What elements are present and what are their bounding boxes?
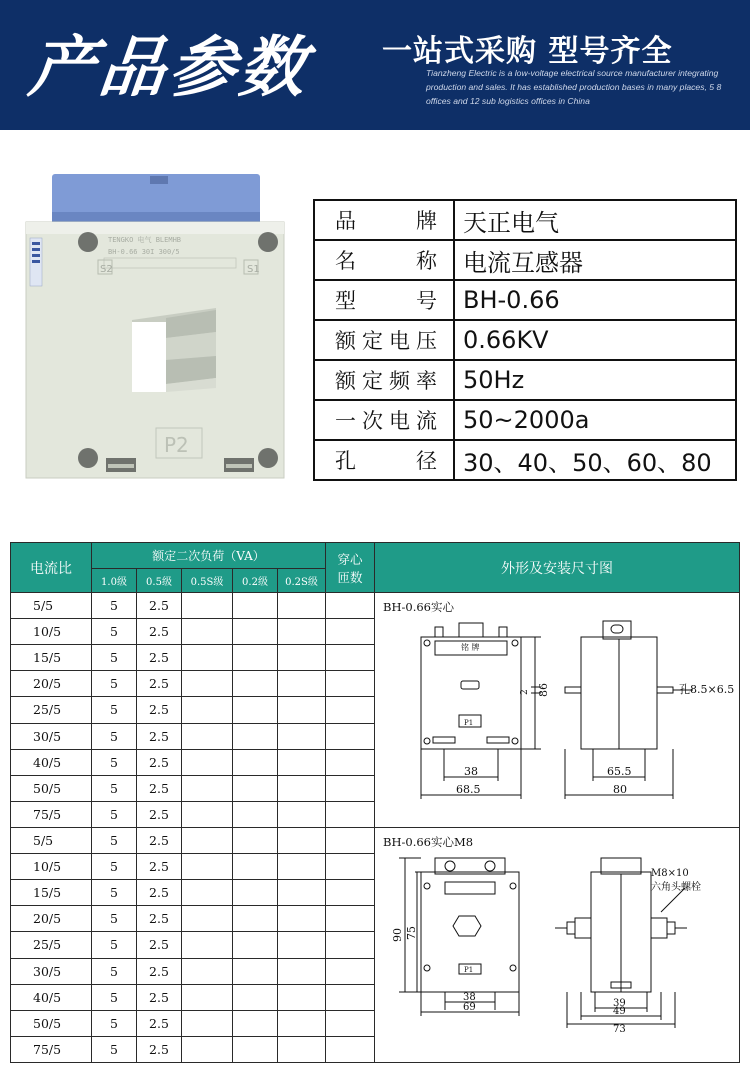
col-header-turns: 穿心匝数 (326, 543, 375, 593)
class-0-2-cell (233, 932, 278, 958)
class-0-2s-cell (278, 1036, 326, 1062)
banner-description: Tianzheng Electric is a low-voltage electrical source manufacturer integrating production and sales. It has established production bases in many places, 5 8 offices and 12 sub logistics offices in China (426, 68, 722, 106)
class-1-0-cell: 5 (92, 671, 137, 697)
class-0-2s-cell (278, 828, 326, 854)
class-1-0-cell: 5 (92, 645, 137, 671)
ratio-cell: 20/5 (11, 671, 92, 697)
class-0-5s-cell (182, 932, 233, 958)
spec-row (314, 320, 736, 360)
spec-row (314, 400, 736, 440)
class-0-2s-cell (278, 906, 326, 932)
class-0-2s-cell (278, 932, 326, 958)
col-header-class-1-0: 1.0级 (92, 569, 137, 593)
class-0-2s-cell (278, 749, 326, 775)
spec-value: 30、40、50、60、80 (454, 440, 736, 480)
class-0-2-cell (233, 828, 278, 854)
class-0-2-cell (233, 749, 278, 775)
class-0-2-cell (233, 1010, 278, 1036)
drawing-m8-svg (375, 852, 741, 1062)
ratio-cell: 5/5 (11, 593, 92, 619)
class-1-0-cell: 5 (92, 619, 137, 645)
turns-cell (326, 932, 375, 958)
class-0-5-cell: 2.5 (137, 671, 182, 697)
class-0-2s-cell (278, 723, 326, 749)
class-0-2s-cell (278, 645, 326, 671)
class-0-5s-cell (182, 749, 233, 775)
col-header-ratio: 电流比 (11, 543, 92, 593)
class-0-5s-cell (182, 645, 233, 671)
ratio-cell: 10/5 (11, 854, 92, 880)
hole-note: 孔8.5×6.5 (679, 683, 735, 696)
spec-key: 孔径 (314, 440, 454, 480)
class-0-5s-cell (182, 697, 233, 723)
spec-row (314, 200, 736, 240)
ratio-cell: 30/5 (11, 958, 92, 984)
class-0-5s-cell (182, 880, 233, 906)
class-0-5-cell: 2.5 (137, 828, 182, 854)
dim-68-5: 68.5 (456, 783, 481, 796)
class-0-5-cell: 2.5 (137, 775, 182, 801)
spec-table (313, 199, 737, 481)
class-0-2-cell (233, 723, 278, 749)
dim-90: 90 (391, 928, 405, 942)
class-0-5-cell: 2.5 (137, 906, 182, 932)
class-0-5-cell: 2.5 (137, 697, 182, 723)
class-0-2-cell (233, 593, 278, 619)
ratio-cell: 40/5 (11, 749, 92, 775)
p1-label-m8: P1 (464, 966, 474, 974)
class-0-5s-cell (182, 619, 233, 645)
drawing-solid-svg (375, 617, 741, 827)
nameplate-label: 铭 牌 (461, 643, 480, 652)
turns-cell (326, 723, 375, 749)
ratio-cell: 50/5 (11, 775, 92, 801)
ratio-cell: 75/5 (11, 801, 92, 827)
turns-cell (326, 1036, 375, 1062)
class-0-2s-cell (278, 801, 326, 827)
table-row (11, 828, 740, 854)
class-0-2-cell (233, 854, 278, 880)
class-1-0-cell: 5 (92, 697, 137, 723)
dim-75: 75 (405, 926, 419, 940)
class-0-5-cell: 2.5 (137, 749, 182, 775)
class-0-5s-cell (182, 958, 233, 984)
class-0-5s-cell (182, 854, 233, 880)
class-0-5-cell: 2.5 (137, 854, 182, 880)
turns-cell (326, 984, 375, 1010)
class-0-5-cell: 2.5 (137, 1010, 182, 1036)
ratio-cell: 15/5 (11, 880, 92, 906)
photo-label-2: BH-0.66 30I 300/5 (108, 248, 180, 256)
class-1-0-cell: 5 (92, 984, 137, 1010)
class-0-5-cell: 2.5 (137, 801, 182, 827)
turns-cell (326, 671, 375, 697)
table-row (11, 593, 740, 619)
class-0-5s-cell (182, 775, 233, 801)
class-1-0-cell: 5 (92, 593, 137, 619)
spec-row (314, 360, 736, 400)
class-1-0-cell: 5 (92, 775, 137, 801)
turns-cell (326, 801, 375, 827)
class-0-5s-cell (182, 593, 233, 619)
dim-2: 2 (520, 689, 531, 695)
class-0-2s-cell (278, 775, 326, 801)
spec-key: 型号 (314, 280, 454, 320)
spec-row (314, 240, 736, 280)
drawing-label-m8: BH-0.66实心M8 (383, 835, 474, 849)
class-0-2s-cell (278, 671, 326, 697)
class-0-5-cell: 2.5 (137, 645, 182, 671)
class-0-5s-cell (182, 671, 233, 697)
class-0-2s-cell (278, 1010, 326, 1036)
spec-key: 额定电压 (314, 320, 454, 360)
class-1-0-cell: 5 (92, 828, 137, 854)
class-1-0-cell: 5 (92, 958, 137, 984)
bolt-note-2: 六角头螺栓 (651, 882, 702, 893)
dim-69: 69 (463, 1002, 476, 1013)
spec-value: 50~2000a (454, 400, 736, 440)
drawing-cell-m8 (375, 828, 740, 1063)
class-0-5s-cell (182, 1036, 233, 1062)
turns-cell (326, 880, 375, 906)
class-0-2-cell (233, 645, 278, 671)
class-0-2-cell (233, 1036, 278, 1062)
p1-label: P1 (464, 719, 474, 727)
class-0-2-cell (233, 906, 278, 932)
ratio-cell: 15/5 (11, 645, 92, 671)
terminal-s1-label: S1 (247, 264, 260, 275)
ratio-cell: 25/5 (11, 932, 92, 958)
spec-value: 电流互感器 (454, 240, 736, 280)
class-0-2-cell (233, 880, 278, 906)
dim-49: 49 (613, 1006, 626, 1017)
class-1-0-cell: 5 (92, 906, 137, 932)
class-1-0-cell: 5 (92, 801, 137, 827)
drawing-label-solid: BH-0.66实心 (383, 600, 454, 614)
ratio-cell: 25/5 (11, 697, 92, 723)
spec-value: BH-0.66 (454, 280, 736, 320)
spec-key: 一次电流 (314, 400, 454, 440)
primary-window (132, 322, 166, 392)
dim-80: 80 (613, 783, 628, 796)
col-header-load: 额定二次负荷（VA） (92, 543, 326, 569)
product-photo (20, 172, 292, 482)
class-0-5-cell: 2.5 (137, 880, 182, 906)
class-0-5s-cell (182, 723, 233, 749)
turns-cell (326, 1010, 375, 1036)
ratio-cell: 10/5 (11, 619, 92, 645)
mount-hole-icon (78, 232, 98, 252)
turns-cell (326, 828, 375, 854)
spec-row (314, 440, 736, 480)
terminal-p2-label: P2 (164, 433, 189, 457)
class-1-0-cell: 5 (92, 880, 137, 906)
dim-65-5: 65.5 (607, 765, 632, 778)
turns-cell (326, 749, 375, 775)
spec-row (314, 280, 736, 320)
spec-value: 0.66KV (454, 320, 736, 360)
class-0-2s-cell (278, 854, 326, 880)
class-0-5s-cell (182, 1010, 233, 1036)
class-1-0-cell: 5 (92, 854, 137, 880)
mount-hole-icon (78, 448, 98, 468)
col-header-class-0-5s: 0.5S级 (182, 569, 233, 593)
terminal-s2-label: S2 (100, 264, 113, 275)
class-0-2s-cell (278, 619, 326, 645)
class-1-0-cell: 5 (92, 1036, 137, 1062)
class-0-2-cell (233, 958, 278, 984)
class-0-2s-cell (278, 958, 326, 984)
bolt-note-1: M8×10 (651, 868, 689, 879)
class-0-2s-cell (278, 984, 326, 1010)
mount-hole-icon (258, 448, 278, 468)
turns-cell (326, 619, 375, 645)
class-0-2-cell (233, 671, 278, 697)
class-0-5-cell: 2.5 (137, 958, 182, 984)
class-1-0-cell: 5 (92, 1010, 137, 1036)
turns-cell (326, 906, 375, 932)
drawing-solid (375, 593, 739, 827)
col-header-class-0-2: 0.2级 (233, 569, 278, 593)
class-1-0-cell: 5 (92, 932, 137, 958)
spec-key: 额定频率 (314, 360, 454, 400)
turns-cell (326, 958, 375, 984)
col-header-drawing: 外形及安装尺寸图 (375, 543, 740, 593)
ratio-cell: 5/5 (11, 828, 92, 854)
class-0-5-cell: 2.5 (137, 619, 182, 645)
turns-cell (326, 593, 375, 619)
banner-slogan: 一站式采购 型号齐全 (382, 34, 673, 69)
turns-cell (326, 697, 375, 723)
drawing-cell-solid (375, 593, 740, 828)
ratio-cell: 40/5 (11, 984, 92, 1010)
class-0-2-cell (233, 984, 278, 1010)
dim-38: 38 (464, 765, 479, 778)
banner-title: 产品参数 (25, 28, 314, 106)
class-0-2-cell (233, 775, 278, 801)
class-0-2s-cell (278, 593, 326, 619)
ratio-cell: 75/5 (11, 1036, 92, 1062)
class-0-5-cell: 2.5 (137, 723, 182, 749)
class-0-5s-cell (182, 801, 233, 827)
class-0-2s-cell (278, 880, 326, 906)
turns-cell (326, 645, 375, 671)
spec-value: 天正电气 (454, 200, 736, 240)
spec-value: 50Hz (454, 360, 736, 400)
class-0-5-cell: 2.5 (137, 1036, 182, 1062)
drawing-solid-m8 (375, 828, 739, 1062)
class-0-2s-cell (278, 697, 326, 723)
spec-key: 名称 (314, 240, 454, 280)
col-header-class-0-2s: 0.2S级 (278, 569, 326, 593)
class-0-5-cell: 2.5 (137, 984, 182, 1010)
class-0-2-cell (233, 697, 278, 723)
class-0-5-cell: 2.5 (137, 593, 182, 619)
header-banner (0, 0, 750, 130)
class-0-2-cell (233, 801, 278, 827)
dim-86: 86 (537, 683, 551, 697)
dim-73: 73 (613, 1024, 626, 1035)
spec-key: 品牌 (314, 200, 454, 240)
photo-label-1: TENGKO 电气 BLEMHB (108, 236, 182, 244)
class-0-5s-cell (182, 984, 233, 1010)
class-0-5s-cell (182, 906, 233, 932)
class-0-5s-cell (182, 828, 233, 854)
ratio-table (10, 542, 740, 1063)
dim-39: 39 (613, 998, 626, 1009)
class-1-0-cell: 5 (92, 723, 137, 749)
ratio-cell: 20/5 (11, 906, 92, 932)
class-1-0-cell: 5 (92, 749, 137, 775)
col-header-class-0-5: 0.5级 (137, 569, 182, 593)
dim-38-m8: 38 (463, 992, 476, 1003)
turns-cell (326, 775, 375, 801)
class-0-2-cell (233, 619, 278, 645)
ratio-cell: 30/5 (11, 723, 92, 749)
class-0-5-cell: 2.5 (137, 932, 182, 958)
turns-cell (326, 854, 375, 880)
ratio-cell: 50/5 (11, 1010, 92, 1036)
mount-hole-icon (258, 232, 278, 252)
